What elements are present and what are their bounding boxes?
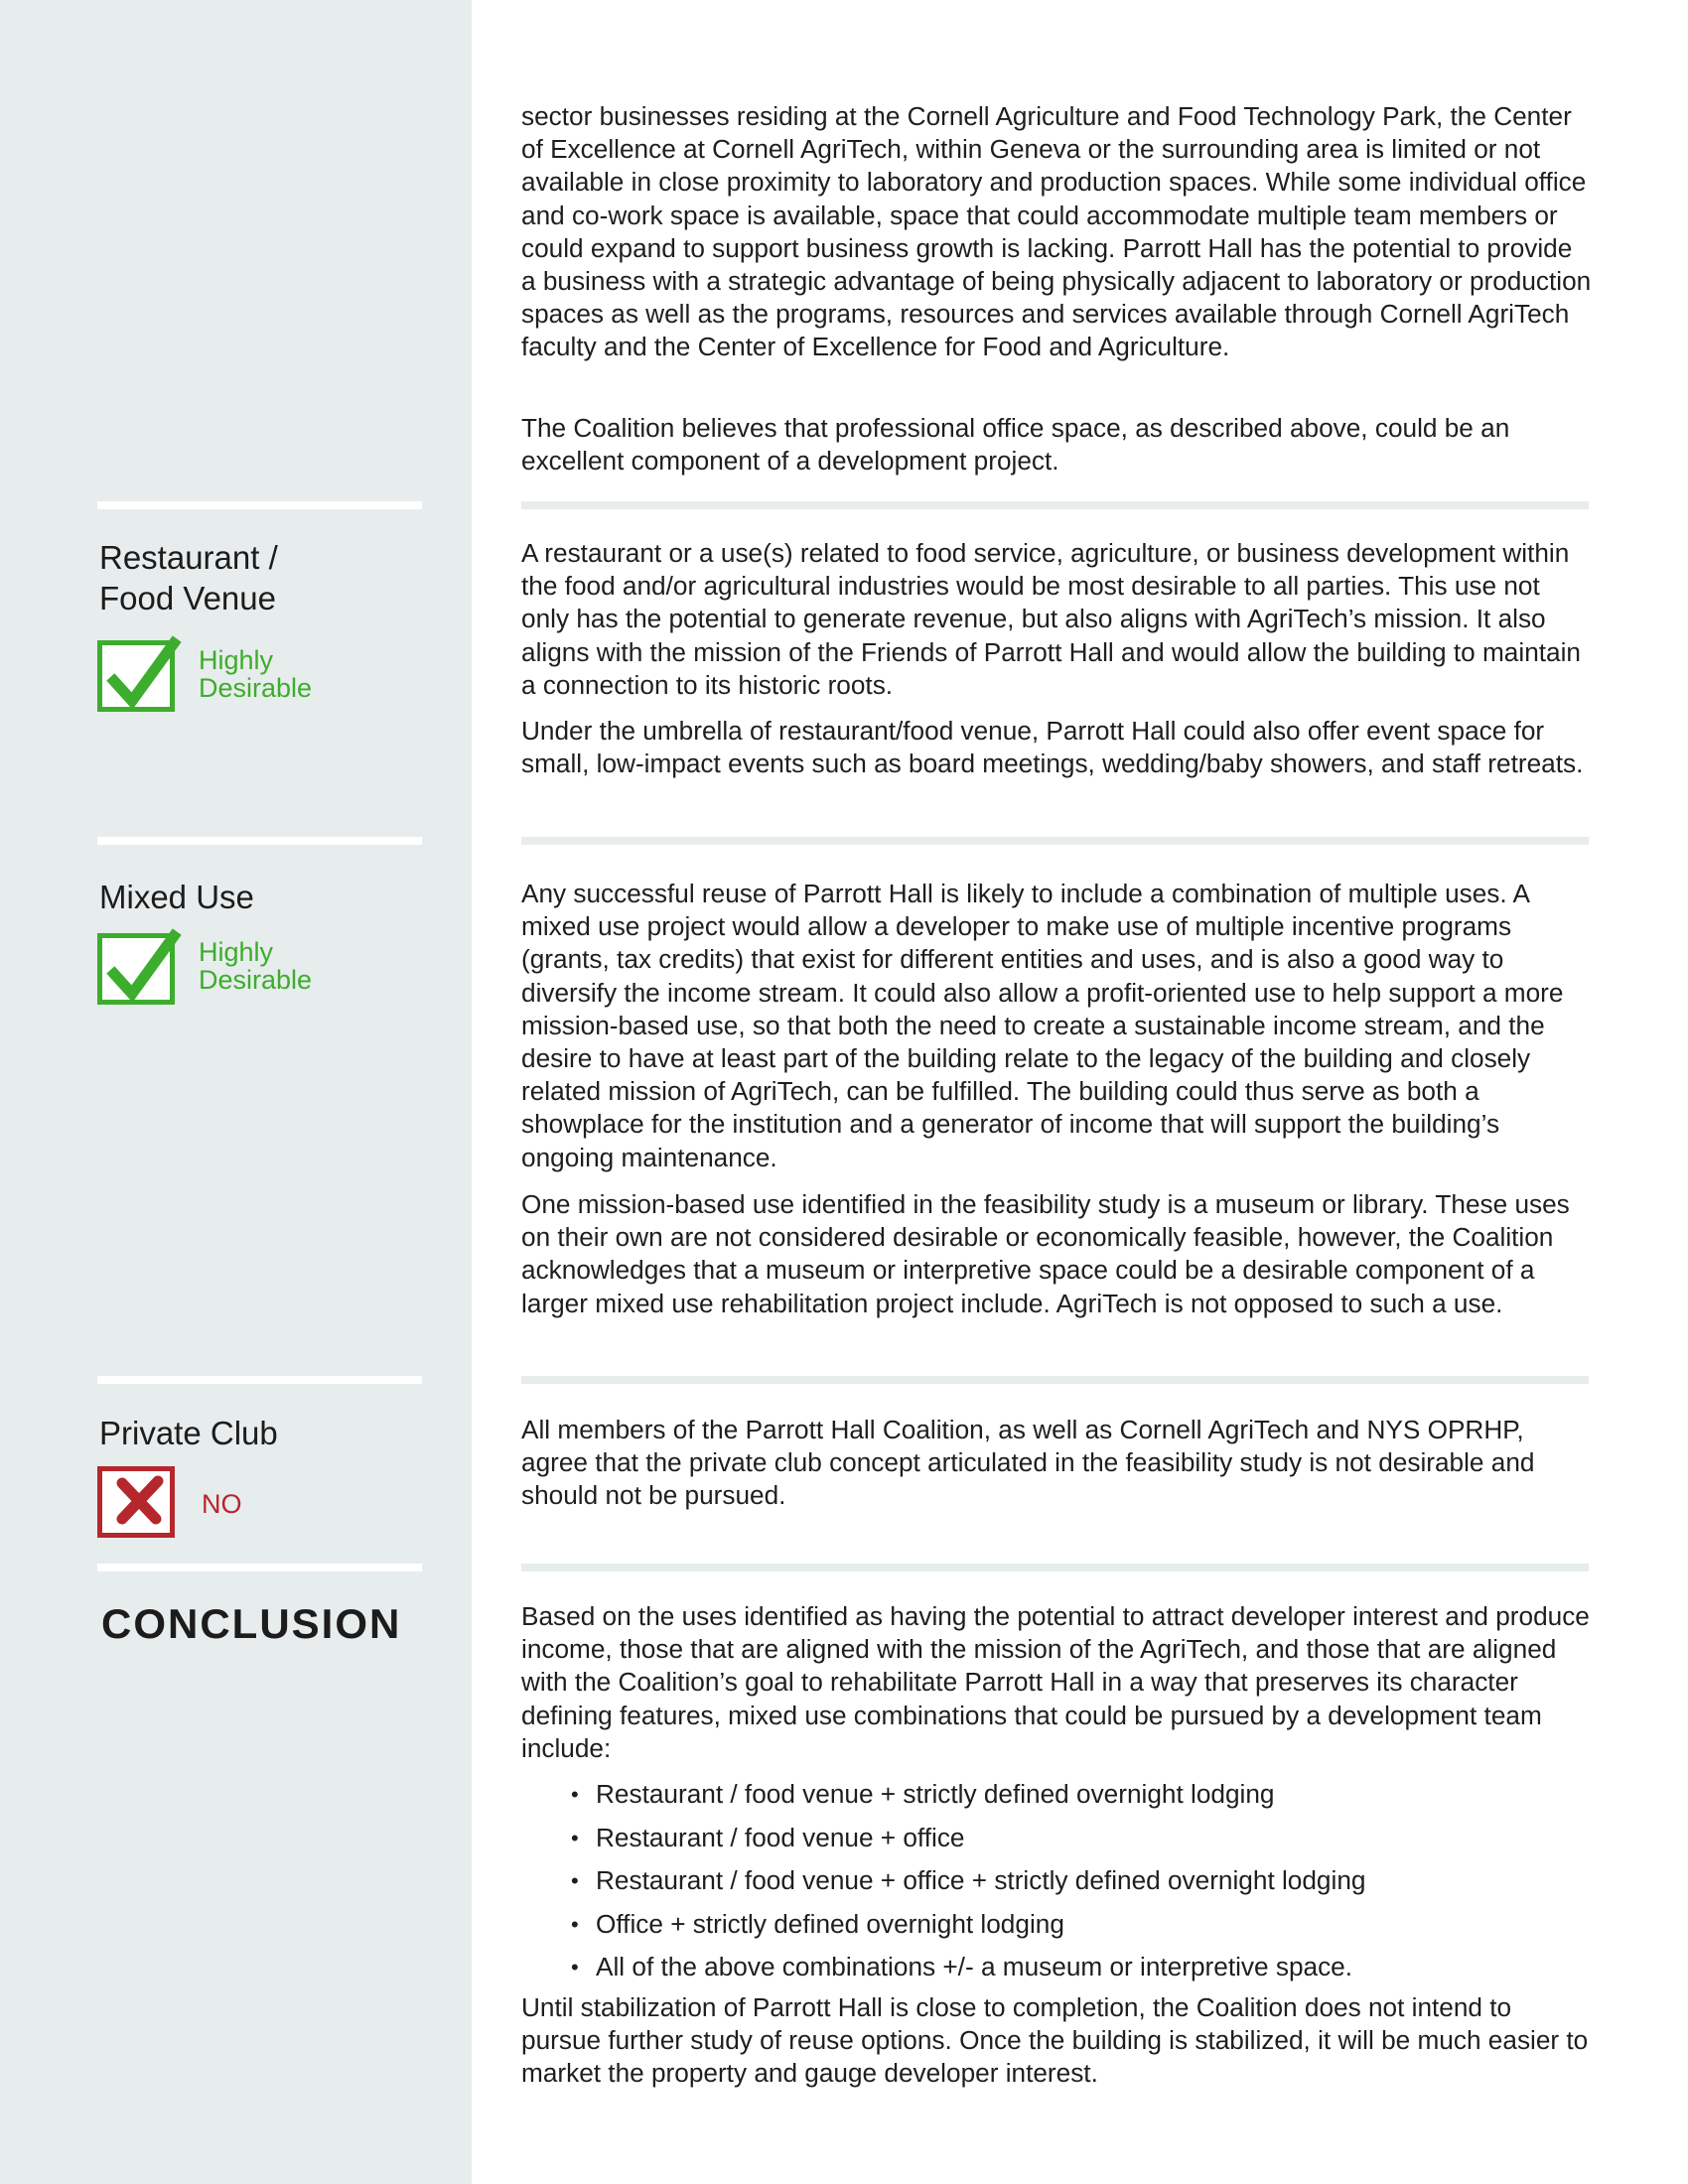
section-divider [521, 1564, 1589, 1571]
highly-desirable-badge [97, 640, 175, 712]
sidebar-divider [97, 1564, 422, 1571]
private-club-title: Private Club [99, 1415, 278, 1451]
restaurant-title: Restaurant / Food Venue [99, 539, 278, 616]
list-item: • Restaurant / food venue + office + strictly defined overnight lodging [571, 1865, 1366, 1895]
rating-label [199, 938, 397, 994]
conclusion-heading: CONCLUSION [101, 1600, 402, 1647]
bullet-icon: • [571, 1955, 579, 1979]
list-item: • All of the above combinations +/- a museum or interpretive space. [571, 1952, 1353, 1981]
office-paragraph-1: sector businesses residing at the Cornell Agriculture and Food Technology Park, the Center of Excellence at Cornell AgriTech, within Geneva or the surrounding area is limited or not available in close proximity to laboratory and production spaces. While some individual office and co-work space is available, space that could accommodate multiple team members or could expand to support business growth is lacking. Parrott Hall has the potential to provide a business with a strategic advantage of being physically adjacent to laboratory or production spaces as well as the programs, resources and services available through Cornell AgriTech faculty and the Center of Excellence for Food and Agriculture. [521, 101, 1592, 362]
section-divider [521, 501, 1589, 509]
checkmark-icon [102, 938, 180, 1010]
rating-line-1: Highly [199, 645, 274, 675]
section-divider [521, 837, 1589, 845]
bullet-icon: • [571, 1911, 579, 1937]
rating-no-label: NO [202, 1489, 242, 1519]
rating-label [199, 646, 397, 702]
sidebar-divider [97, 837, 422, 845]
mixed-use-title: Mixed Use [99, 879, 254, 915]
sidebar-divider [97, 1376, 422, 1384]
rating-line-1: Highly [199, 937, 274, 967]
mixed-use-paragraph-2: One mission-based use identified in the feasibility study is a museum or library. These uses on their own are not considered desirable or economically feasible, however, the Coalition acknowledges that a museum or interpretive space could be a desirable component of a larger mixed use rehabilitation project include. AgriTech is not opposed to such a use. [521, 1189, 1570, 1318]
checkmark-icon [102, 645, 180, 717]
list-item: • Restaurant / food venue + strictly defined overnight lodging [571, 1779, 1275, 1809]
restaurant-paragraph-2: Under the umbrella of restaurant/food venue, Parrott Hall could also offer event space for small, low-impact events such as board meetings, wedding/baby showers, and staff retreats. [521, 716, 1584, 779]
mixed-use-combinations-list [571, 1778, 1584, 1994]
conclusion-closing: Until stabilization of Parrott Hall is close to completion, the Coalition does not intend to pursue further study of reuse options. Once the building is stabilized, it will be much easier to market the property and gauge developer interest. [521, 1992, 1589, 2089]
cross-icon [102, 1471, 180, 1543]
private-club-paragraph-1: All members of the Parrott Hall Coalition, as well as Cornell AgriTech and NYS OPRHP, agree that the private club concept articulated in the feasibility study is not desirable and should not be pursued. [521, 1415, 1535, 1511]
rating-line-2: Desirable [199, 965, 313, 995]
not-desirable-badge [97, 1466, 175, 1538]
list-item: • Restaurant / food venue + office [571, 1822, 965, 1852]
list-item: • Office + strictly defined overnight lodging [571, 1908, 1064, 1939]
mixed-use-paragraph-1: Any successful reuse of Parrott Hall is likely to include a combination of multiple uses. A mixed use project would allow a developer to make use of multiple incentive programs (grants, tax credits) that exist for different entities and uses, and is also a good way to diversify the income stream. It could also allow a profit-oriented use to help support a more mission-based use, so that both the need to create a sustainable income stream, and the desire to have at least part of the building relate to the legacy of the building and closely related mission of AgriTech, can be fulfilled. The building could thus serve as both a showplace for the institution and a generator of income that will support the building’s ongoing maintenance. [521, 879, 1564, 1172]
highly-desirable-badge [97, 933, 175, 1005]
rating-line-2: Desirable [199, 673, 313, 703]
office-paragraph-2: The Coalition believes that professional office space, as described above, could be an excellent component of a development project. [521, 413, 1510, 477]
sidebar-divider [97, 501, 422, 509]
bullet-icon: • [571, 1782, 579, 1807]
bullet-icon: • [571, 1868, 579, 1893]
conclusion-intro: Based on the uses identified as having the potential to attract developer interest and produce income, those that are aligned with the mission of the AgriTech, and those that are aligned with the Coalition’s goal to rehabilitate Parrott Hall in a way that preserves its character defining features, mixed use combinations that could be pursued by a development team include: [521, 1601, 1590, 1763]
section-divider [521, 1376, 1589, 1384]
bullet-icon: • [571, 1825, 579, 1850]
restaurant-paragraph-1: A restaurant or a use(s) related to food service, agriculture, or business development within the food and/or agricultural industries would be most desirable to all parties. This use not only has the potential to generate revenue, but also aligns with AgriTech’s mission. It also aligns with the mission of the Friends of Parrott Hall and would allow the building to maintain a connection to its historic roots. [521, 538, 1581, 700]
